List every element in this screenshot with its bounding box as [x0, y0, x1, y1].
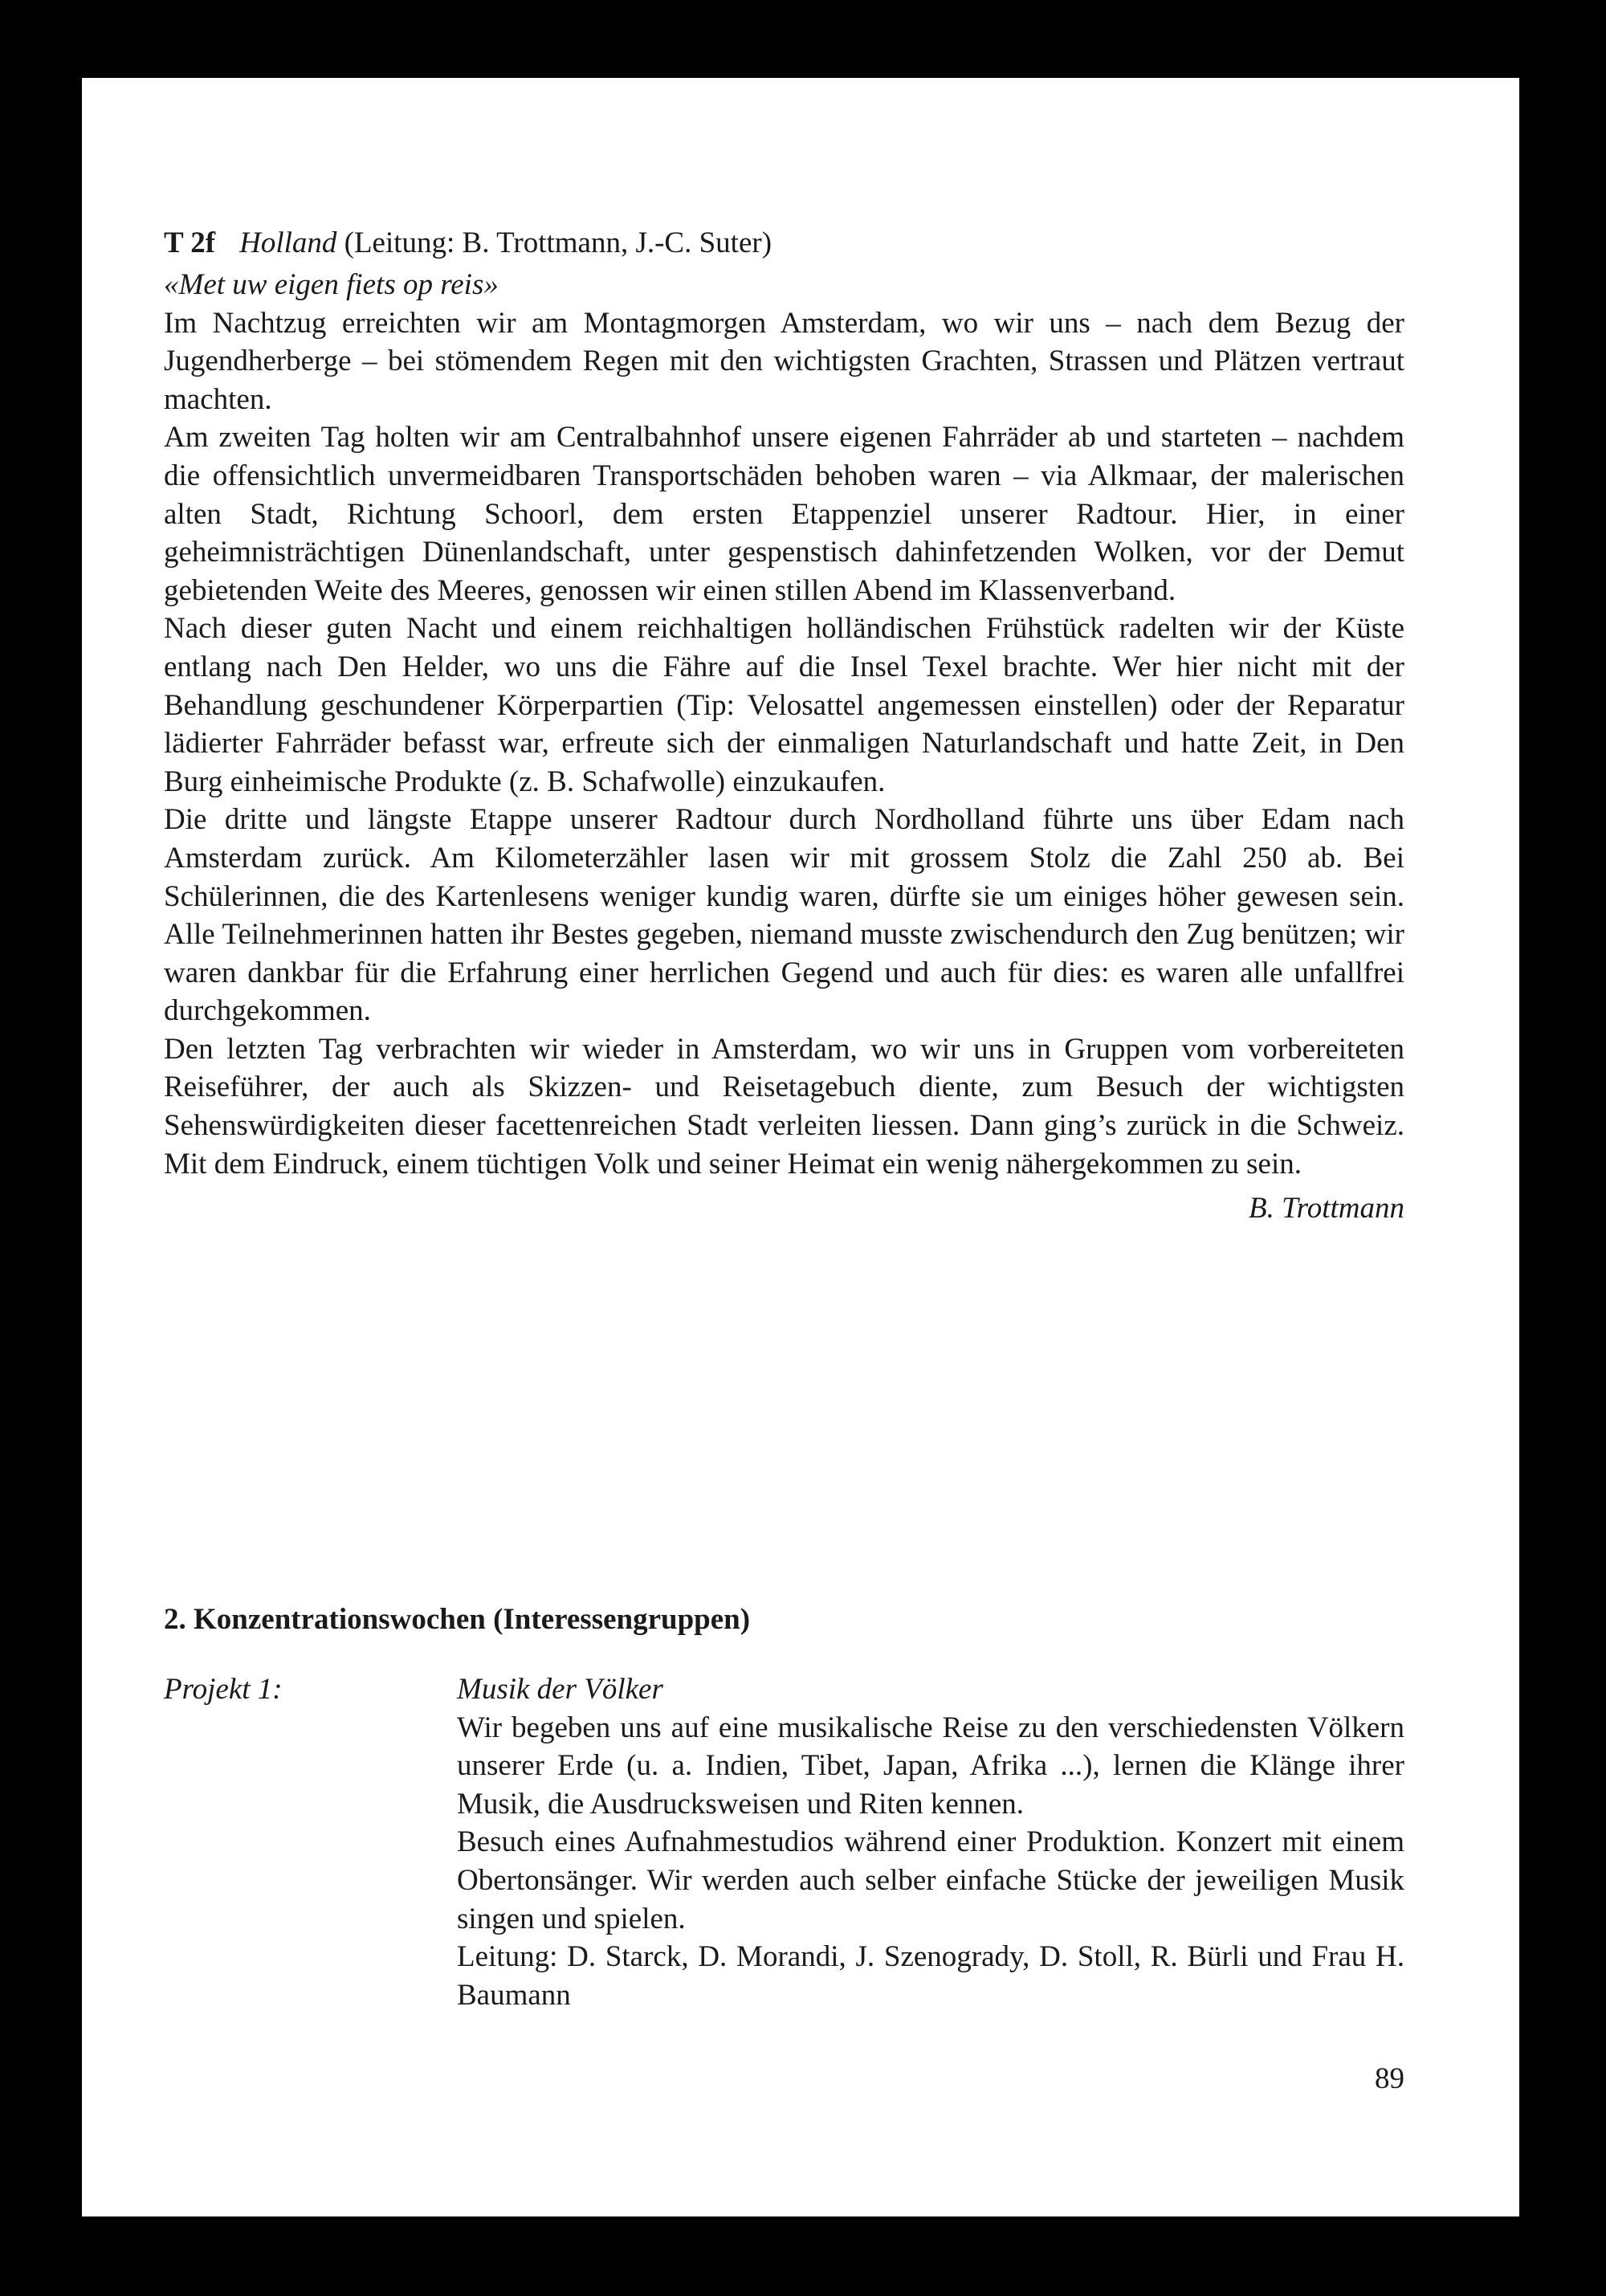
project-activities: Besuch eines Aufnahmestudios während einer Produktion. Konzert mit einem Obertonsänger. Wir werden auch selber einfache Stücke der jeweiligen Musik singen und spielen. [457, 1825, 1404, 1935]
section-leaders: (Leitung: B. Trottmann, J.-C. Suter) [344, 226, 772, 259]
chapter-title: 2. Konzentrationswochen (Interessengruppen) [164, 1603, 751, 1636]
author-signature: B. Trottmann [1249, 1192, 1404, 1225]
project-label: Projekt 1: [164, 1673, 283, 1706]
section-code: T 2f [164, 226, 216, 259]
page-content [164, 221, 1404, 2095]
paragraph-4: Die dritte und längste Etappe unserer Radtour durch Nordholland führte uns über Edam nach Amsterdam zurück. Am Kilometerzähler lasen wir mit grossem Stolz die Zahl 250 ab. Bei Schülerinnen, die des Kartenlesens weniger kundig waren, dürfte sie um einiges höher gewesen sein. Alle Teilnehmerinnen hatten ihr Bestes gegeben, niemand musste zwischendurch den Zug benützen; wir waren dankbar für die Erfahrung einer herrlichen Gegend und auch für dies: es waren alle unfallfrei durchgekommen. [164, 803, 1404, 1028]
project-body [457, 1670, 1404, 2014]
page-number: 89 [1375, 2062, 1404, 2095]
section-title: Holland [239, 226, 337, 259]
project-title: Musik der Völker [457, 1673, 663, 1706]
project-leaders: Leitung: D. Starck, D. Morandi, J. Szenogrady, D. Stoll, R. Bürli und Frau H. Baumann [457, 1940, 1404, 2012]
section-heading [164, 221, 1404, 266]
project-description: Wir begeben uns auf eine musikalische Reise zu den verschiedensten Völkern unserer Erde (u. a. Indien, Tibet, Japan, Afrika ...), lernen die Klänge ihrer Musik, die Ausdrucksweisen und Riten kennen. [457, 1711, 1404, 1821]
signature-line [164, 1183, 1404, 1225]
document-page [82, 78, 1519, 2216]
paragraph-1: Im Nachtzug erreichten wir am Montagmorgen Amsterdam, wo wir uns – nach dem Bezug der Jugendherberge – bei stömendem Regen mit den wichtigsten Grachten, Strassen und Plätzen vertraut machten. [164, 306, 1404, 416]
section-subtitle: «Met uw eigen fiets op reis» [164, 268, 499, 301]
paragraph-5: Den letzten Tag verbrachten wir wieder in Amsterdam, wo wir uns in Gruppen vom vorbereiteten Reiseführer, der auch als Skizzen- und Reisetagebuch diente, zum Besuch der wichtigsten Sehenswürdigkeiten dieser facettenreichen Stadt verleiten liessen. Dann ging’s zurück in die Schweiz. Mit dem Eindruck, einem tüchtigen Volk und seiner Heimat ein wenig nähergekommen zu sein. [164, 1032, 1404, 1181]
paragraph-3: Nach dieser guten Nacht und einem reichhaltigen holländischen Frühstück radelten wir der Küste entlang nach Den Helder, wo uns die Fähre auf die Insel Texel brachte. Wer hier nicht mit der Behandlung geschundener Körperpartien (Tip: Velosattel angemessen einstellen) oder der Reparatur lädierter Fahrräder befasst war, erfreute sich der einmaligen Naturlandschaft und hatte Zeit, in Den Burg einheimische Produkte (z. B. Schafwolle) einzukaufen. [164, 612, 1404, 798]
paragraph-2: Am zweiten Tag holten wir am Centralbahnhof unsere eigenen Fahrräder ab und starteten – nachdem die offensichtlich unvermeidbaren Transportschäden behoben waren – via Alkmaar, der malerischen alten Stadt, Richtung Schoorl, dem ersten Etappenziel unserer Radtour. Hier, in einer geheimnisträchtigen Dünenlandschaft, unter gespenstisch dahinfetzenden Wolken, vor der Demut gebietenden Weite des Meeres, genossen wir einen stillen Abend im Klassenverband. [164, 421, 1404, 607]
